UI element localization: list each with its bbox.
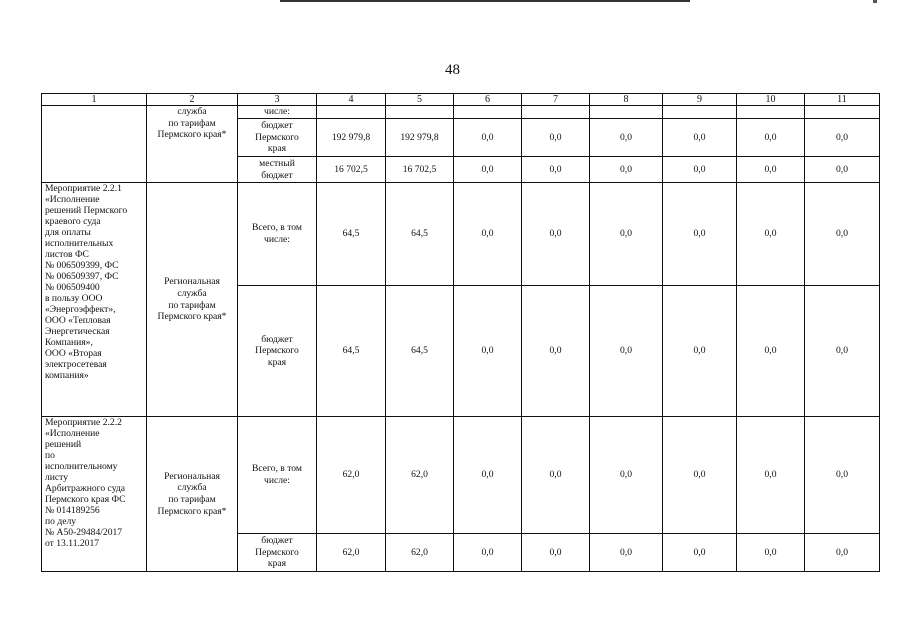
value-cell	[317, 106, 386, 119]
value-cell: 0,0	[663, 534, 737, 572]
value-cell: 16 702,5	[386, 157, 454, 183]
source-cell: бюджет Пермского края	[238, 534, 317, 572]
value-cell: 0,0	[590, 417, 663, 534]
column-number-cell: 9	[663, 94, 737, 106]
value-cell: 0,0	[590, 286, 663, 417]
scan-edge-line	[280, 0, 690, 2]
value-cell: 0,0	[805, 157, 880, 183]
value-cell: 0,0	[805, 286, 880, 417]
value-cell: 62,0	[317, 417, 386, 534]
column-number-cell: 7	[522, 94, 590, 106]
column-number-cell: 4	[317, 94, 386, 106]
table-row	[42, 417, 880, 534]
value-cell: 62,0	[386, 417, 454, 534]
value-cell: 0,0	[454, 119, 522, 157]
measure-name-cell	[42, 106, 147, 183]
value-cell	[522, 106, 590, 119]
value-cell: 0,0	[737, 119, 805, 157]
value-cell: 0,0	[590, 119, 663, 157]
value-cell: 0,0	[522, 183, 590, 286]
column-number-cell: 1	[42, 94, 147, 106]
column-number-cell: 6	[454, 94, 522, 106]
page-number: 48	[445, 62, 460, 78]
value-cell: 0,0	[454, 157, 522, 183]
value-cell: 192 979,8	[317, 119, 386, 157]
value-cell: 0,0	[522, 286, 590, 417]
column-number-cell: 11	[805, 94, 880, 106]
value-cell: 64,5	[386, 286, 454, 417]
value-cell: 0,0	[737, 183, 805, 286]
value-cell: 0,0	[522, 119, 590, 157]
value-cell: 0,0	[737, 157, 805, 183]
executor-cell: служба по тарифам Пермского края*	[147, 106, 238, 183]
source-cell: Всего, в том числе:	[238, 417, 317, 534]
value-cell: 64,5	[386, 183, 454, 286]
value-cell: 0,0	[663, 119, 737, 157]
value-cell: 0,0	[590, 157, 663, 183]
value-cell: 0,0	[522, 157, 590, 183]
source-cell: местный бюджет	[238, 157, 317, 183]
column-number-row	[42, 94, 880, 106]
value-cell: 0,0	[737, 534, 805, 572]
value-cell: 0,0	[522, 417, 590, 534]
value-cell: 0,0	[663, 286, 737, 417]
column-number-cell: 8	[590, 94, 663, 106]
value-cell: 0,0	[663, 157, 737, 183]
table-row	[42, 106, 880, 119]
value-cell: 64,5	[317, 286, 386, 417]
column-number-cell: 10	[737, 94, 805, 106]
value-cell: 0,0	[454, 534, 522, 572]
executor-cell: Региональная служба по тарифам Пермского края*	[147, 183, 238, 417]
funding-table	[41, 93, 880, 572]
value-cell: 0,0	[805, 417, 880, 534]
value-cell: 0,0	[805, 183, 880, 286]
value-cell	[737, 106, 805, 119]
value-cell	[663, 106, 737, 119]
value-cell: 0,0	[454, 417, 522, 534]
value-cell: 62,0	[317, 534, 386, 572]
value-cell: 0,0	[454, 286, 522, 417]
executor-cell: Региональная служба по тарифам Пермского края*	[147, 417, 238, 572]
column-number-cell: 2	[147, 94, 238, 106]
value-cell: 192 979,8	[386, 119, 454, 157]
value-cell	[805, 106, 880, 119]
measure-name-cell: Мероприятие 2.2.1 «Исполнение решений Пермского краевого суда для оплаты исполнительных листов ФС № 006509399, ФС № 006509397, ФС № 006509400 в пользу ООО «Энергоэффект», ООО «Тепловая Энергетическая Компания», ООО «Вторая электросетевая компания»	[42, 183, 147, 417]
value-cell: 16 702,5	[317, 157, 386, 183]
value-cell: 0,0	[590, 183, 663, 286]
value-cell: 0,0	[805, 119, 880, 157]
value-cell	[454, 106, 522, 119]
value-cell: 0,0	[522, 534, 590, 572]
value-cell	[386, 106, 454, 119]
column-number-cell: 5	[386, 94, 454, 106]
measure-name-cell: Мероприятие 2.2.2 «Исполнение решений по исполнительному листу Арбитражного суда Пермского края ФС № 014189256 по делу № А50-29484/2017 от 13.11.2017	[42, 417, 147, 572]
table-row	[42, 183, 880, 286]
value-cell	[590, 106, 663, 119]
value-cell: 0,0	[737, 417, 805, 534]
source-cell: числе:	[238, 106, 317, 119]
value-cell: 64,5	[317, 183, 386, 286]
value-cell: 0,0	[737, 286, 805, 417]
value-cell: 0,0	[454, 183, 522, 286]
scan-mark	[873, 0, 877, 3]
value-cell: 0,0	[663, 183, 737, 286]
value-cell: 0,0	[663, 417, 737, 534]
value-cell: 62,0	[386, 534, 454, 572]
value-cell: 0,0	[590, 534, 663, 572]
source-cell: Всего, в том числе:	[238, 183, 317, 286]
source-cell: бюджет Пермского края	[238, 286, 317, 417]
column-number-cell: 3	[238, 94, 317, 106]
source-cell: бюджет Пермского края	[238, 119, 317, 157]
value-cell: 0,0	[805, 534, 880, 572]
